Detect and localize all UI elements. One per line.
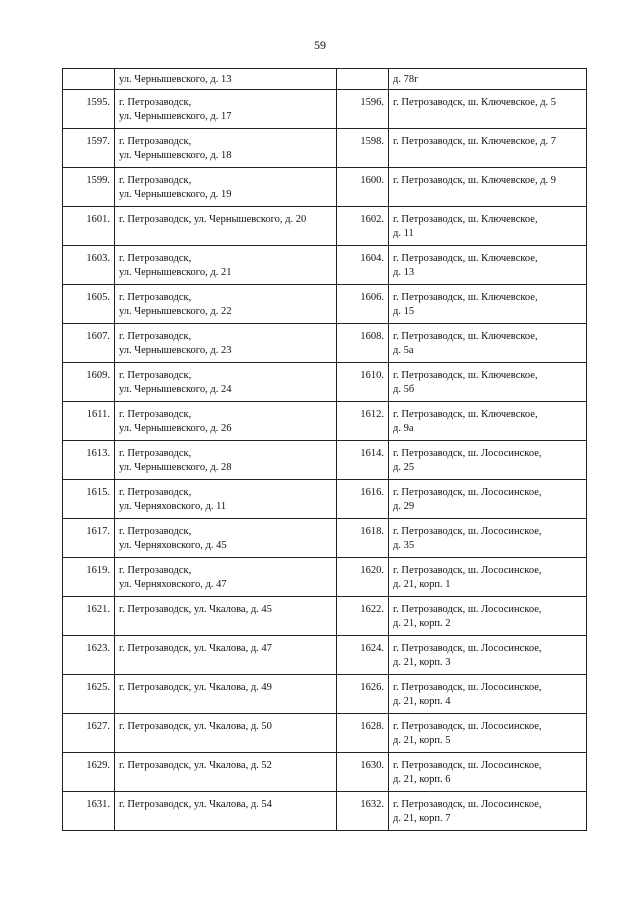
address-right: г. Петрозаводск, ш. Ключевское, д. 11 bbox=[389, 207, 587, 246]
address-right: г. Петрозаводск, ш. Лососинское, д. 29 bbox=[389, 480, 587, 519]
table-row bbox=[63, 636, 587, 675]
entry-number-left: 1599. bbox=[63, 168, 115, 207]
entry-number-right: 1610. bbox=[337, 363, 389, 402]
table-row bbox=[63, 285, 587, 324]
address-table-body bbox=[63, 69, 587, 831]
address-right: г. Петрозаводск, ш. Лососинское, д. 25 bbox=[389, 441, 587, 480]
address-left: г. Петрозаводск, ул. Черняховского, д. 47 bbox=[115, 558, 337, 597]
address-left: г. Петрозаводск, ул. Чернышевского, д. 21 bbox=[115, 246, 337, 285]
address-left: г. Петрозаводск, ул. Черняховского, д. 11 bbox=[115, 480, 337, 519]
address-right: г. Петрозаводск, ш. Ключевское, д. 7 bbox=[389, 129, 587, 168]
address-left: г. Петрозаводск, ул. Чернышевского, д. 24 bbox=[115, 363, 337, 402]
table-row bbox=[63, 246, 587, 285]
entry-number-left: 1617. bbox=[63, 519, 115, 558]
address-left: г. Петрозаводск, ул. Чернышевского, д. 26 bbox=[115, 402, 337, 441]
table-row bbox=[63, 558, 587, 597]
entry-number-right: 1608. bbox=[337, 324, 389, 363]
entry-number-left: 1597. bbox=[63, 129, 115, 168]
address-left: г. Петрозаводск, ул. Чернышевского, д. 19 bbox=[115, 168, 337, 207]
entry-number-left: 1631. bbox=[63, 792, 115, 831]
address-table bbox=[62, 68, 587, 831]
entry-number-left: 1629. bbox=[63, 753, 115, 792]
address-right: г. Петрозаводск, ш. Ключевское, д. 9а bbox=[389, 402, 587, 441]
entry-number-left: 1625. bbox=[63, 675, 115, 714]
address-right: г. Петрозаводск, ш. Лососинское, д. 21, корп. 1 bbox=[389, 558, 587, 597]
address-left: г. Петрозаводск, ул. Чернышевского, д. 17 bbox=[115, 90, 337, 129]
address-right: г. Петрозаводск, ш. Лососинское, д. 21, корп. 2 bbox=[389, 597, 587, 636]
table-row bbox=[63, 168, 587, 207]
entry-number-right: 1632. bbox=[337, 792, 389, 831]
address-right: г. Петрозаводск, ш. Ключевское, д. 5 bbox=[389, 90, 587, 129]
entry-number-right bbox=[337, 69, 389, 90]
entry-number-right: 1612. bbox=[337, 402, 389, 441]
address-left: г. Петрозаводск, ул. Чкалова, д. 49 bbox=[115, 675, 337, 714]
table-row bbox=[63, 402, 587, 441]
entry-number-right: 1604. bbox=[337, 246, 389, 285]
table-row bbox=[63, 675, 587, 714]
table-row bbox=[63, 714, 587, 753]
entry-number-left: 1609. bbox=[63, 363, 115, 402]
address-left: г. Петрозаводск, ул. Чернышевского, д. 22 bbox=[115, 285, 337, 324]
address-left: г. Петрозаводск, ул. Чернышевского, д. 18 bbox=[115, 129, 337, 168]
entry-number-left: 1607. bbox=[63, 324, 115, 363]
address-left: г. Петрозаводск, ул. Чернышевского, д. 28 bbox=[115, 441, 337, 480]
entry-number-left: 1605. bbox=[63, 285, 115, 324]
table-row bbox=[63, 753, 587, 792]
address-right: г. Петрозаводск, ш. Лососинское, д. 21, корп. 4 bbox=[389, 675, 587, 714]
entry-number-right: 1598. bbox=[337, 129, 389, 168]
table-row bbox=[63, 792, 587, 831]
entry-number-left: 1627. bbox=[63, 714, 115, 753]
address-right: г. Петрозаводск, ш. Ключевское, д. 13 bbox=[389, 246, 587, 285]
entry-number-left: 1621. bbox=[63, 597, 115, 636]
entry-number-left: 1615. bbox=[63, 480, 115, 519]
table-row bbox=[63, 324, 587, 363]
table-row bbox=[63, 69, 587, 90]
address-right: г. Петрозаводск, ш. Лососинское, д. 21, корп. 6 bbox=[389, 753, 587, 792]
address-left: г. Петрозаводск, ул. Чернышевского, д. 20 bbox=[115, 207, 337, 246]
entry-number-right: 1606. bbox=[337, 285, 389, 324]
address-right: г. Петрозаводск, ш. Лососинское, д. 21, корп. 7 bbox=[389, 792, 587, 831]
entry-number-right: 1620. bbox=[337, 558, 389, 597]
address-left: г. Петрозаводск, ул. Чкалова, д. 54 bbox=[115, 792, 337, 831]
address-right: г. Петрозаводск, ш. Ключевское, д. 9 bbox=[389, 168, 587, 207]
address-right: г. Петрозаводск, ш. Ключевское, д. 5а bbox=[389, 324, 587, 363]
entry-number-right: 1618. bbox=[337, 519, 389, 558]
table-row bbox=[63, 480, 587, 519]
table-row bbox=[63, 441, 587, 480]
table-row bbox=[63, 519, 587, 558]
address-right: г. Петрозаводск, ш. Лососинское, д. 21, корп. 5 bbox=[389, 714, 587, 753]
table-row bbox=[63, 129, 587, 168]
address-right: д. 78г bbox=[389, 69, 587, 90]
entry-number-right: 1622. bbox=[337, 597, 389, 636]
entry-number-right: 1600. bbox=[337, 168, 389, 207]
entry-number-right: 1624. bbox=[337, 636, 389, 675]
entry-number-left bbox=[63, 69, 115, 90]
table-row bbox=[63, 207, 587, 246]
page-number: 59 bbox=[314, 38, 326, 52]
address-left: г. Петрозаводск, ул. Чкалова, д. 52 bbox=[115, 753, 337, 792]
address-left: г. Петрозаводск, ул. Черняховского, д. 45 bbox=[115, 519, 337, 558]
address-left: г. Петрозаводск, ул. Чернышевского, д. 23 bbox=[115, 324, 337, 363]
entry-number-left: 1603. bbox=[63, 246, 115, 285]
entry-number-right: 1628. bbox=[337, 714, 389, 753]
address-right: г. Петрозаводск, ш. Лососинское, д. 35 bbox=[389, 519, 587, 558]
table-row bbox=[63, 90, 587, 129]
address-left: г. Петрозаводск, ул. Чкалова, д. 50 bbox=[115, 714, 337, 753]
entry-number-right: 1602. bbox=[337, 207, 389, 246]
entry-number-left: 1619. bbox=[63, 558, 115, 597]
entry-number-left: 1613. bbox=[63, 441, 115, 480]
address-left: г. Петрозаводск, ул. Чкалова, д. 45 bbox=[115, 597, 337, 636]
entry-number-right: 1626. bbox=[337, 675, 389, 714]
entry-number-left: 1595. bbox=[63, 90, 115, 129]
entry-number-right: 1616. bbox=[337, 480, 389, 519]
address-left: ул. Чернышевского, д. 13 bbox=[115, 69, 337, 90]
entry-number-right: 1630. bbox=[337, 753, 389, 792]
entry-number-left: 1611. bbox=[63, 402, 115, 441]
entry-number-right: 1596. bbox=[337, 90, 389, 129]
address-left: г. Петрозаводск, ул. Чкалова, д. 47 bbox=[115, 636, 337, 675]
address-right: г. Петрозаводск, ш. Лососинское, д. 21, корп. 3 bbox=[389, 636, 587, 675]
entry-number-left: 1601. bbox=[63, 207, 115, 246]
entry-number-left: 1623. bbox=[63, 636, 115, 675]
entry-number-right: 1614. bbox=[337, 441, 389, 480]
table-row bbox=[63, 597, 587, 636]
table-row bbox=[63, 363, 587, 402]
address-right: г. Петрозаводск, ш. Ключевское, д. 15 bbox=[389, 285, 587, 324]
address-right: г. Петрозаводск, ш. Ключевское, д. 5б bbox=[389, 363, 587, 402]
